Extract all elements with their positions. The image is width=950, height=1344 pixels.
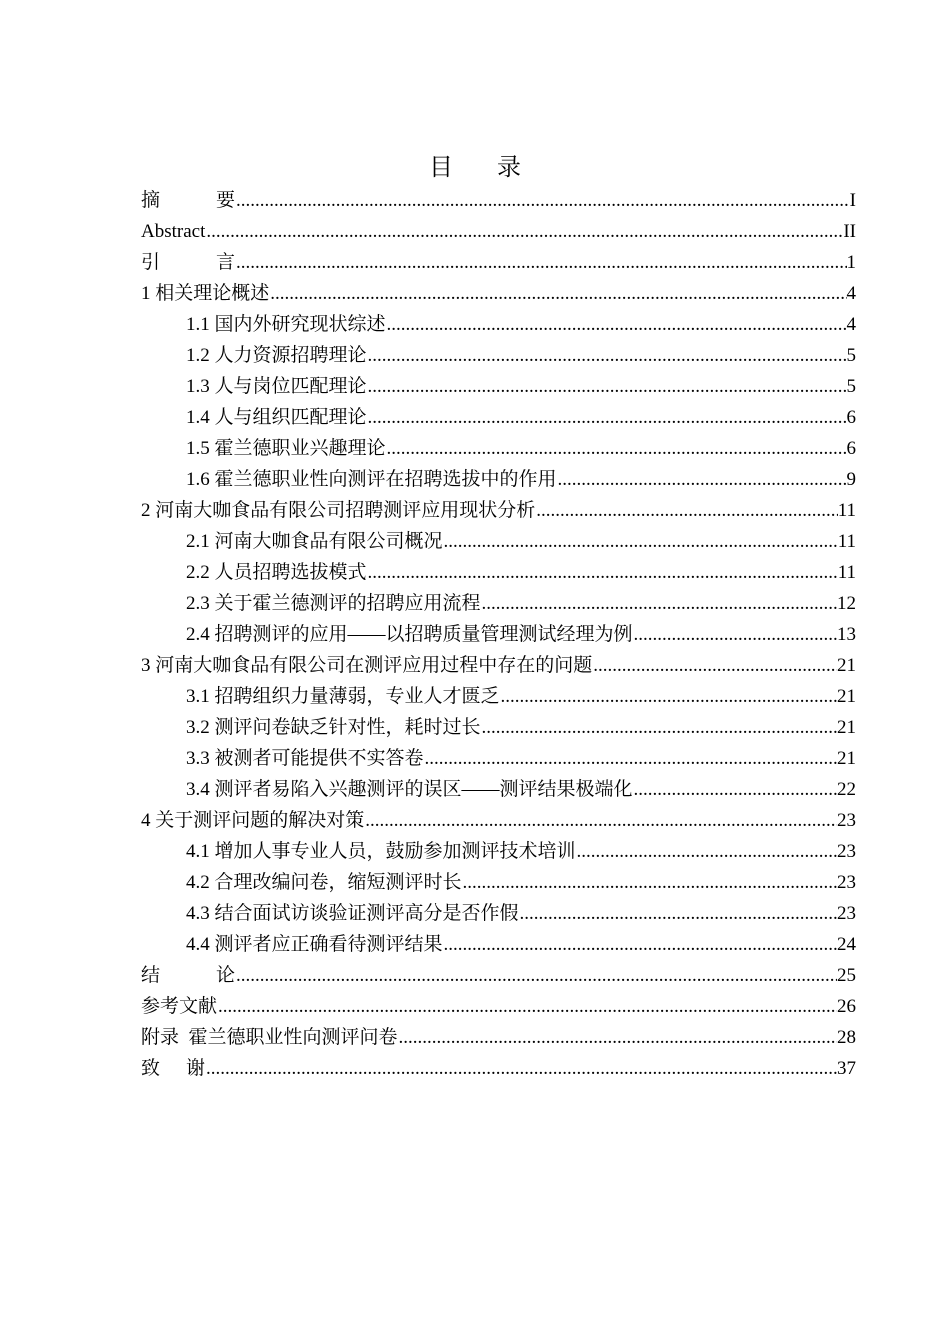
toc-entry-s1-2[interactable] xyxy=(141,340,856,371)
toc-dot-leader xyxy=(364,805,837,836)
toc-dot-leader xyxy=(557,464,847,495)
toc-entry-label: 附录 霍兰德职业性向测评问卷 xyxy=(141,1027,398,1048)
toc-dot-leader xyxy=(519,898,837,929)
toc-dot-leader xyxy=(633,619,837,650)
toc-entry-label: 3 河南大咖食品有限公司在测评应用过程中存在的问题 xyxy=(141,655,593,676)
toc-entry-label: 1.2 人力资源招聘理论 xyxy=(186,345,367,366)
toc-entry-thanks[interactable] xyxy=(141,1053,856,1084)
toc-entry-s1-1[interactable] xyxy=(141,309,856,340)
toc-entry-label: 1.3 人与岗位匹配理论 xyxy=(186,376,367,397)
toc-entry-s1-6[interactable] xyxy=(141,464,856,495)
toc-entry-label: 1.5 霍兰德职业兴趣理论 xyxy=(186,438,386,459)
toc-page-number: 6 xyxy=(846,407,856,428)
toc-entry-label: 参考文献 xyxy=(141,996,218,1017)
toc-entry-label-char: 论 xyxy=(216,965,236,986)
toc-entry-label-char: 致 xyxy=(141,1058,161,1079)
toc-entry-intro[interactable] xyxy=(141,247,856,278)
toc-entry-label: 1 相关理论概述 xyxy=(141,283,270,304)
toc-entry-s1-5[interactable] xyxy=(141,433,856,464)
toc-page-number: 21 xyxy=(837,717,856,738)
toc-entry-label: 2.2 人员招聘选拔模式 xyxy=(186,562,367,583)
toc-entry-s4-4[interactable] xyxy=(141,929,856,960)
toc-page-number: 12 xyxy=(837,593,856,614)
toc-page-number: 23 xyxy=(837,872,856,893)
toc-entry-s3-4[interactable] xyxy=(141,774,856,805)
toc-dot-leader xyxy=(367,557,838,588)
toc-dot-leader xyxy=(386,433,847,464)
toc-entry-s2-1[interactable] xyxy=(141,526,856,557)
toc-page-number: 5 xyxy=(846,345,856,366)
toc-dot-leader xyxy=(235,185,850,216)
toc-page-number: 37 xyxy=(837,1058,856,1079)
toc-entry-label-char: 言 xyxy=(216,252,236,273)
toc-page-number: 11 xyxy=(837,531,856,552)
toc-entry-label: 1.1 国内外研究现状综述 xyxy=(186,314,386,335)
toc-page-number: 9 xyxy=(846,469,856,490)
toc-entry-label-char: 要 xyxy=(216,190,236,211)
toc-dot-leader xyxy=(367,340,847,371)
toc-dot-leader xyxy=(481,588,837,619)
toc-entry-label-char: 引 xyxy=(141,252,161,273)
toc-dot-leader xyxy=(592,650,837,681)
table-of-contents xyxy=(141,185,856,1084)
toc-entry-label: 3.1 招聘组织力量薄弱，专业人才匮乏 xyxy=(186,686,500,707)
toc-entry-ch2[interactable] xyxy=(141,495,856,526)
toc-entry-references[interactable] xyxy=(141,991,856,1022)
toc-page-number: 22 xyxy=(837,779,856,800)
toc-dot-leader xyxy=(398,1022,837,1053)
toc-entry-label xyxy=(141,247,235,278)
title-char-1: 目 xyxy=(429,155,453,181)
toc-entry-s1-3[interactable] xyxy=(141,371,856,402)
toc-page-number: 13 xyxy=(837,624,856,645)
toc-entry-label: 3.3 被测者可能提供不实答卷 xyxy=(186,748,424,769)
toc-entry-s2-2[interactable] xyxy=(141,557,856,588)
toc-dot-leader xyxy=(386,309,847,340)
toc-entry-label-char: 谢 xyxy=(186,1058,206,1079)
toc-entry-abstract-en[interactable] xyxy=(141,216,856,247)
toc-page-number: 26 xyxy=(837,996,856,1017)
toc-entry-label: 2.4 招聘测评的应用——以招聘质量管理测试经理为例 xyxy=(186,624,633,645)
toc-entry-s1-4[interactable] xyxy=(141,402,856,433)
toc-page-number: 21 xyxy=(837,686,856,707)
toc-entry-s3-1[interactable] xyxy=(141,681,856,712)
toc-dot-leader xyxy=(443,929,837,960)
toc-entry-label: 4.1 增加人事专业人员，鼓励参加测评技术培训 xyxy=(186,841,576,862)
toc-dot-leader xyxy=(205,1053,837,1084)
toc-entry-label: 2.1 河南大咖食品有限公司概况 xyxy=(186,531,443,552)
toc-dot-leader xyxy=(535,495,837,526)
toc-entry-label: 1.4 人与组织匹配理论 xyxy=(186,407,367,428)
toc-page-number: II xyxy=(843,221,856,242)
toc-entry-s3-2[interactable] xyxy=(141,712,856,743)
toc-entry-s4-1[interactable] xyxy=(141,836,856,867)
toc-entry-label: Abstract xyxy=(141,221,206,242)
toc-page-number: 11 xyxy=(837,562,856,583)
toc-page-number: 6 xyxy=(846,438,856,459)
toc-entry-label-char: 摘 xyxy=(141,190,161,211)
toc-entry-label: 4.4 测评者应正确看待测评结果 xyxy=(186,934,443,955)
toc-dot-leader xyxy=(443,526,838,557)
toc-entry-label xyxy=(141,960,235,991)
toc-page-number: 4 xyxy=(846,314,856,335)
toc-dot-leader xyxy=(367,402,847,433)
toc-entry-ch1[interactable] xyxy=(141,278,856,309)
toc-entry-label: 3.4 测评者易陷入兴趣测评的误区——测评结果极端化 xyxy=(186,779,633,800)
toc-dot-leader xyxy=(500,681,837,712)
toc-entry-abstract-cn[interactable] xyxy=(141,185,856,216)
toc-page-number: 23 xyxy=(837,903,856,924)
title-char-2: 录 xyxy=(497,155,521,181)
toc-entry-label xyxy=(141,1053,205,1084)
toc-page-number: 4 xyxy=(846,283,856,304)
toc-entry-conclusion[interactable] xyxy=(141,960,856,991)
toc-entry-label: 4 关于测评问题的解决对策 xyxy=(141,810,365,831)
toc-dot-leader xyxy=(424,743,837,774)
toc-page-number: 5 xyxy=(846,376,856,397)
toc-dot-leader xyxy=(235,247,846,278)
toc-dot-leader xyxy=(633,774,837,805)
toc-entry-label: 4.3 结合面试访谈验证测评高分是否作假 xyxy=(186,903,519,924)
toc-dot-leader xyxy=(576,836,837,867)
toc-entry-s2-3[interactable] xyxy=(141,588,856,619)
toc-page-number: 24 xyxy=(837,934,856,955)
toc-page-number: I xyxy=(849,190,856,211)
toc-entry-s4-2[interactable] xyxy=(141,867,856,898)
toc-entry-s2-4[interactable] xyxy=(141,619,856,650)
toc-dot-leader xyxy=(481,712,837,743)
toc-entry-ch3[interactable] xyxy=(141,650,856,681)
toc-entry-ch4[interactable] xyxy=(141,805,856,836)
toc-dot-leader xyxy=(462,867,837,898)
toc-dot-leader xyxy=(269,278,846,309)
toc-entry-label: 3.2 测评问卷缺乏针对性，耗时过长 xyxy=(186,717,481,738)
toc-page-number: 23 xyxy=(837,841,856,862)
toc-page-number: 21 xyxy=(837,748,856,769)
toc-dot-leader xyxy=(367,371,847,402)
toc-entry-label: 2 河南大咖食品有限公司招聘测评应用现状分析 xyxy=(141,500,536,521)
toc-entry-label: 2.3 关于霍兰德测评的招聘应用流程 xyxy=(186,593,481,614)
page-title xyxy=(0,152,950,184)
toc-page-number: 1 xyxy=(846,252,856,273)
toc-entry-label: 1.6 霍兰德职业性向测评在招聘选拔中的作用 xyxy=(186,469,557,490)
toc-entry-appendix[interactable] xyxy=(141,1022,856,1053)
toc-page-number: 11 xyxy=(837,500,856,521)
toc-dot-leader xyxy=(235,960,837,991)
toc-page-number: 25 xyxy=(837,965,856,986)
toc-entry-label-char: 结 xyxy=(141,965,161,986)
toc-entry-s4-3[interactable] xyxy=(141,898,856,929)
toc-page-number: 23 xyxy=(837,810,856,831)
toc-page-number: 21 xyxy=(837,655,856,676)
toc-entry-label: 4.2 合理改编问卷，缩短测评时长 xyxy=(186,872,462,893)
toc-entry-s3-3[interactable] xyxy=(141,743,856,774)
toc-dot-leader xyxy=(205,216,843,247)
toc-page-number: 28 xyxy=(837,1027,856,1048)
toc-entry-label xyxy=(141,185,235,216)
toc-dot-leader xyxy=(217,991,837,1022)
